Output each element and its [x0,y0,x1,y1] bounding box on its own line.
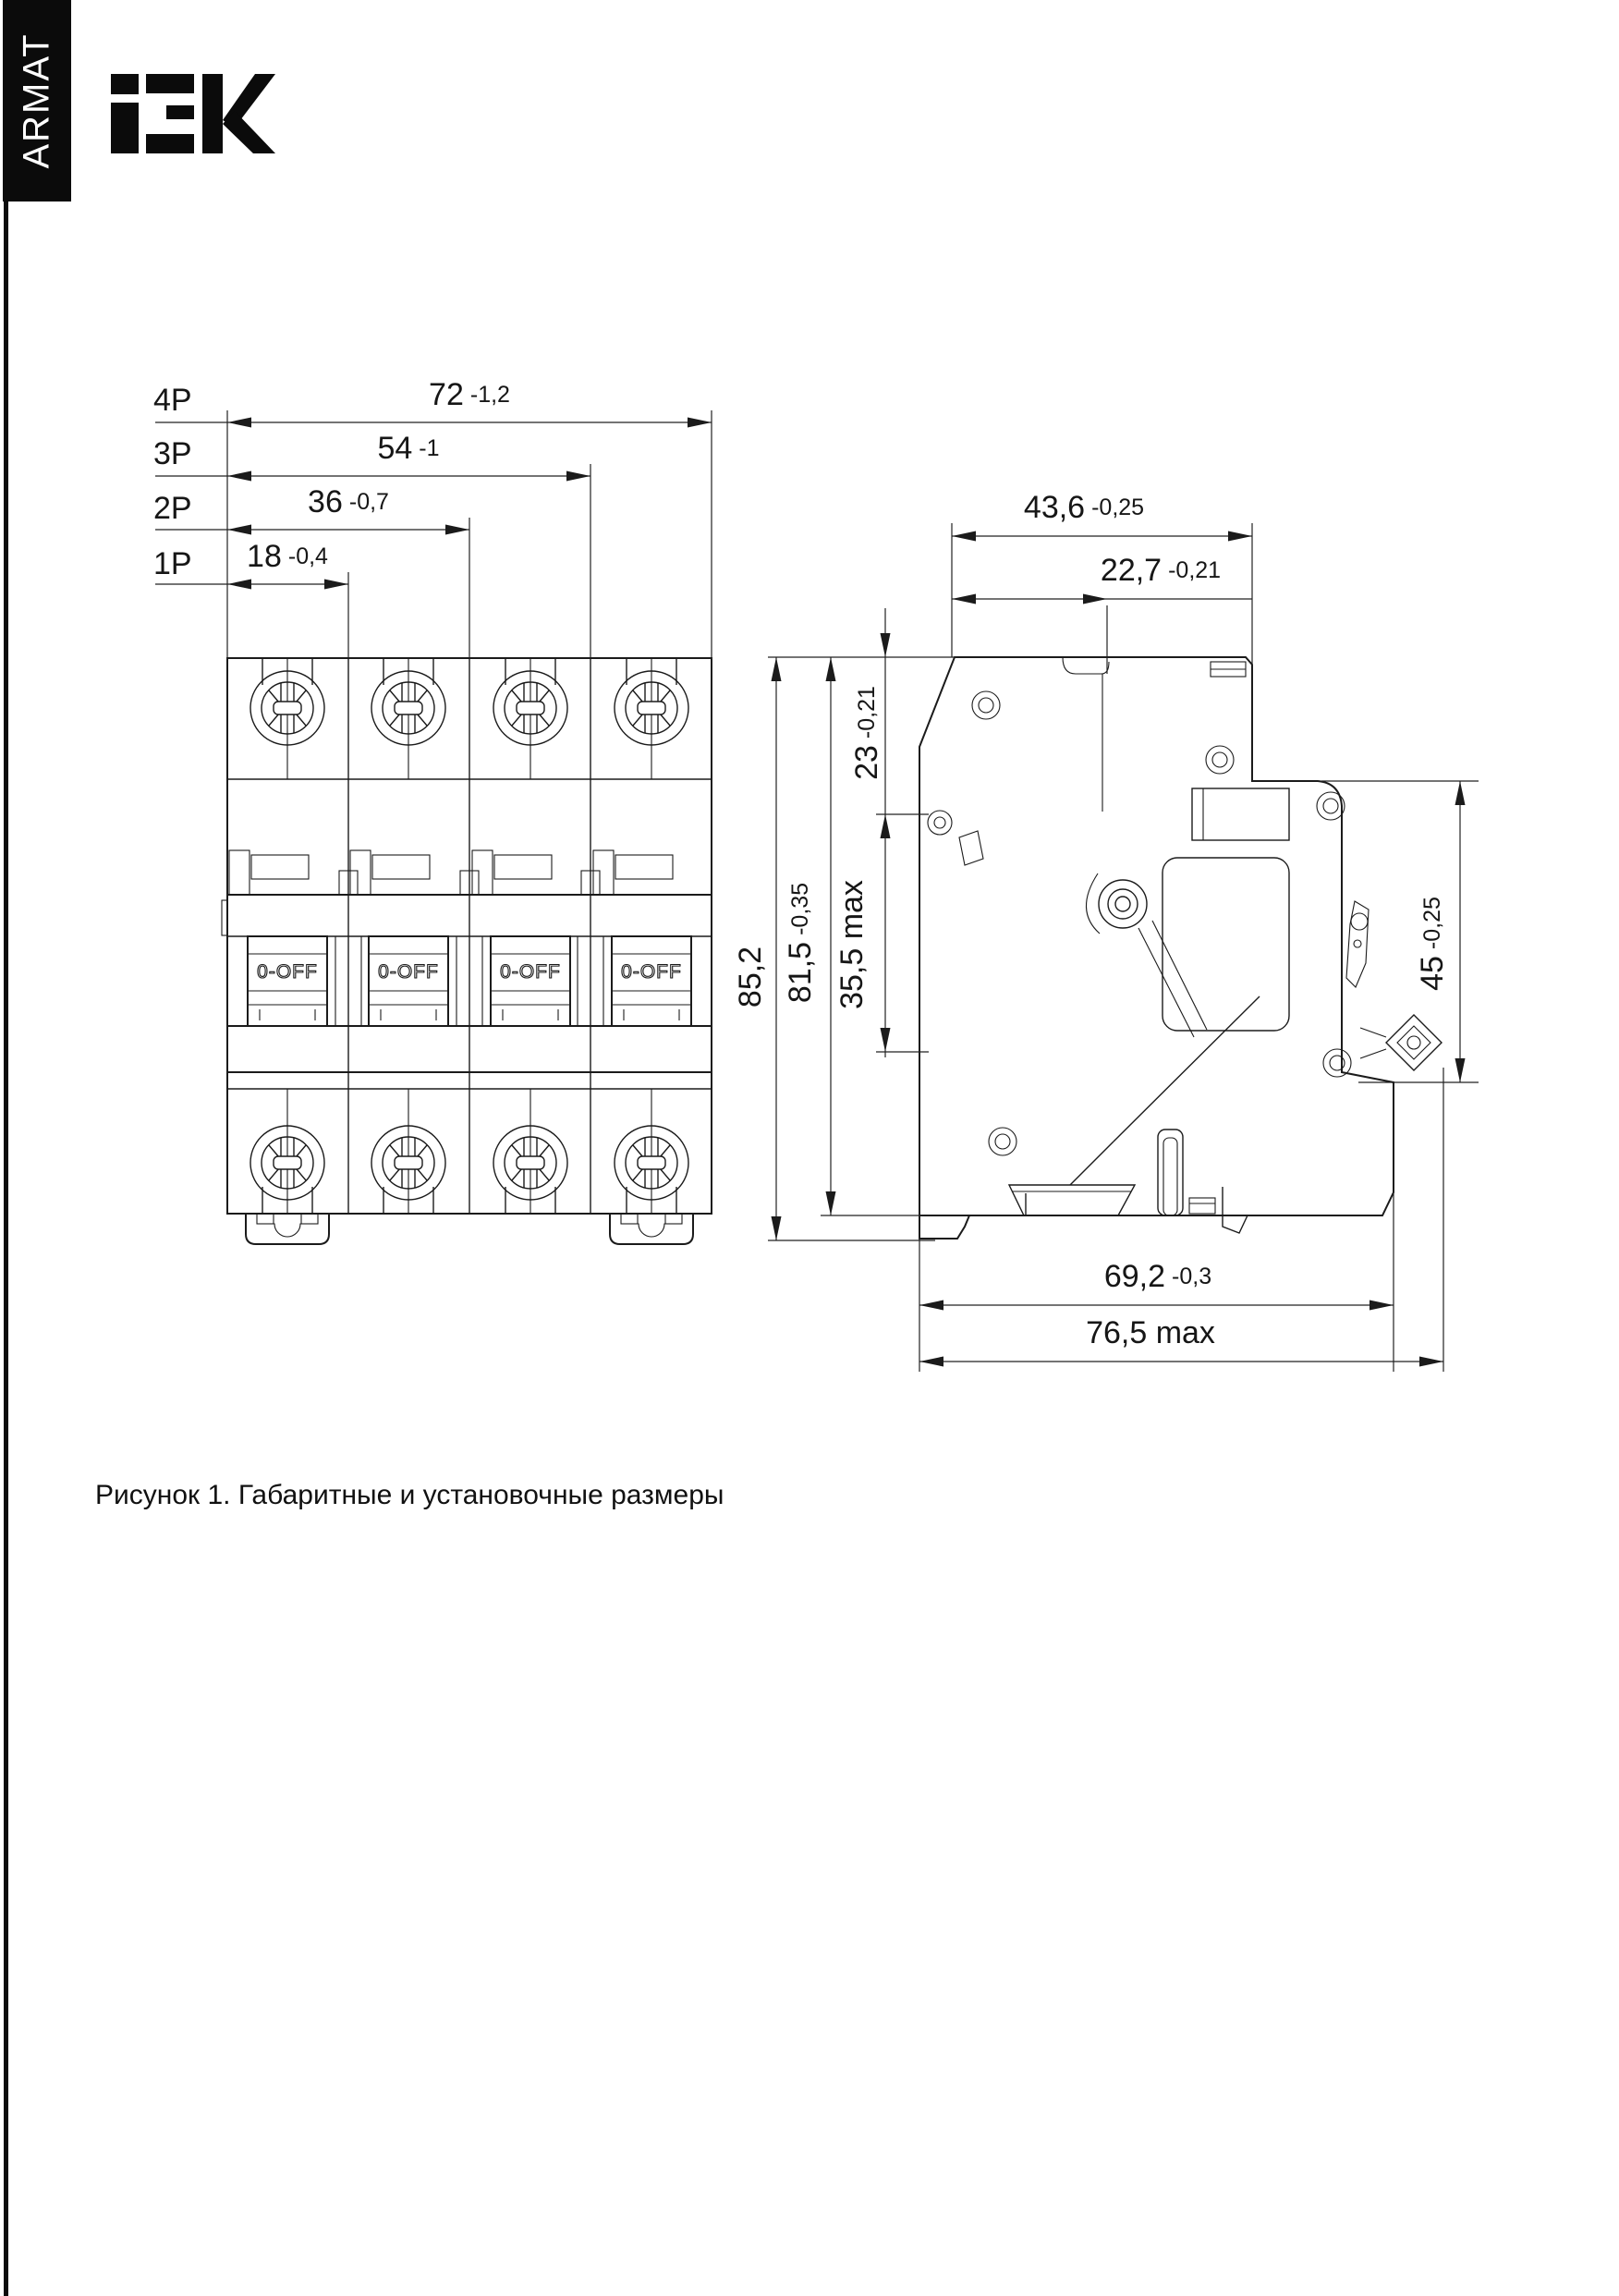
side-view [919,657,1442,1239]
dim-width-4p: 72 -1,2 [429,377,510,412]
front-view [222,658,712,1244]
dim-rear-height: 45 -0,25 [1415,897,1450,991]
armat-label: ARMAT [16,32,57,169]
handle-label-1: 0-OFF [257,961,318,983]
handle-label-4: 0-OFF [621,961,682,983]
handle-label-3: 0-OFF [500,961,561,983]
pole-label-1p: 1P [153,546,192,581]
dim-depth: 69,2 -0,3 [1103,1259,1212,1294]
dim-width-to-din: 22,7 -0,21 [1100,553,1222,588]
pole-label-4p: 4P [153,383,192,418]
dim-din-zone: 35,5 max [834,880,870,1009]
dim-height-body: 81,5 -0,35 [783,882,818,1004]
pole-label-3p: 3P [153,436,192,471]
dim-width-top: 43,6 -0,25 [1023,490,1145,525]
dim-top-to-din: 23 -0,21 [849,686,884,780]
dim-width-1p: 18 -0,4 [247,539,328,574]
dim-height-overall: 85,2 [733,946,768,1008]
dim-width-3p: 54 -1 [377,431,440,466]
figure-caption: Рисунок 1. Габаритные и установочные размеры [95,1480,724,1510]
pole-label-2p: 2P [153,491,192,526]
handle-label-2: 0-OFF [378,961,439,983]
dim-width-2p: 36 -0,7 [308,484,389,519]
side-view-dimensions [768,523,1479,1372]
dim-depth-max: 76,5 max [1086,1315,1215,1350]
